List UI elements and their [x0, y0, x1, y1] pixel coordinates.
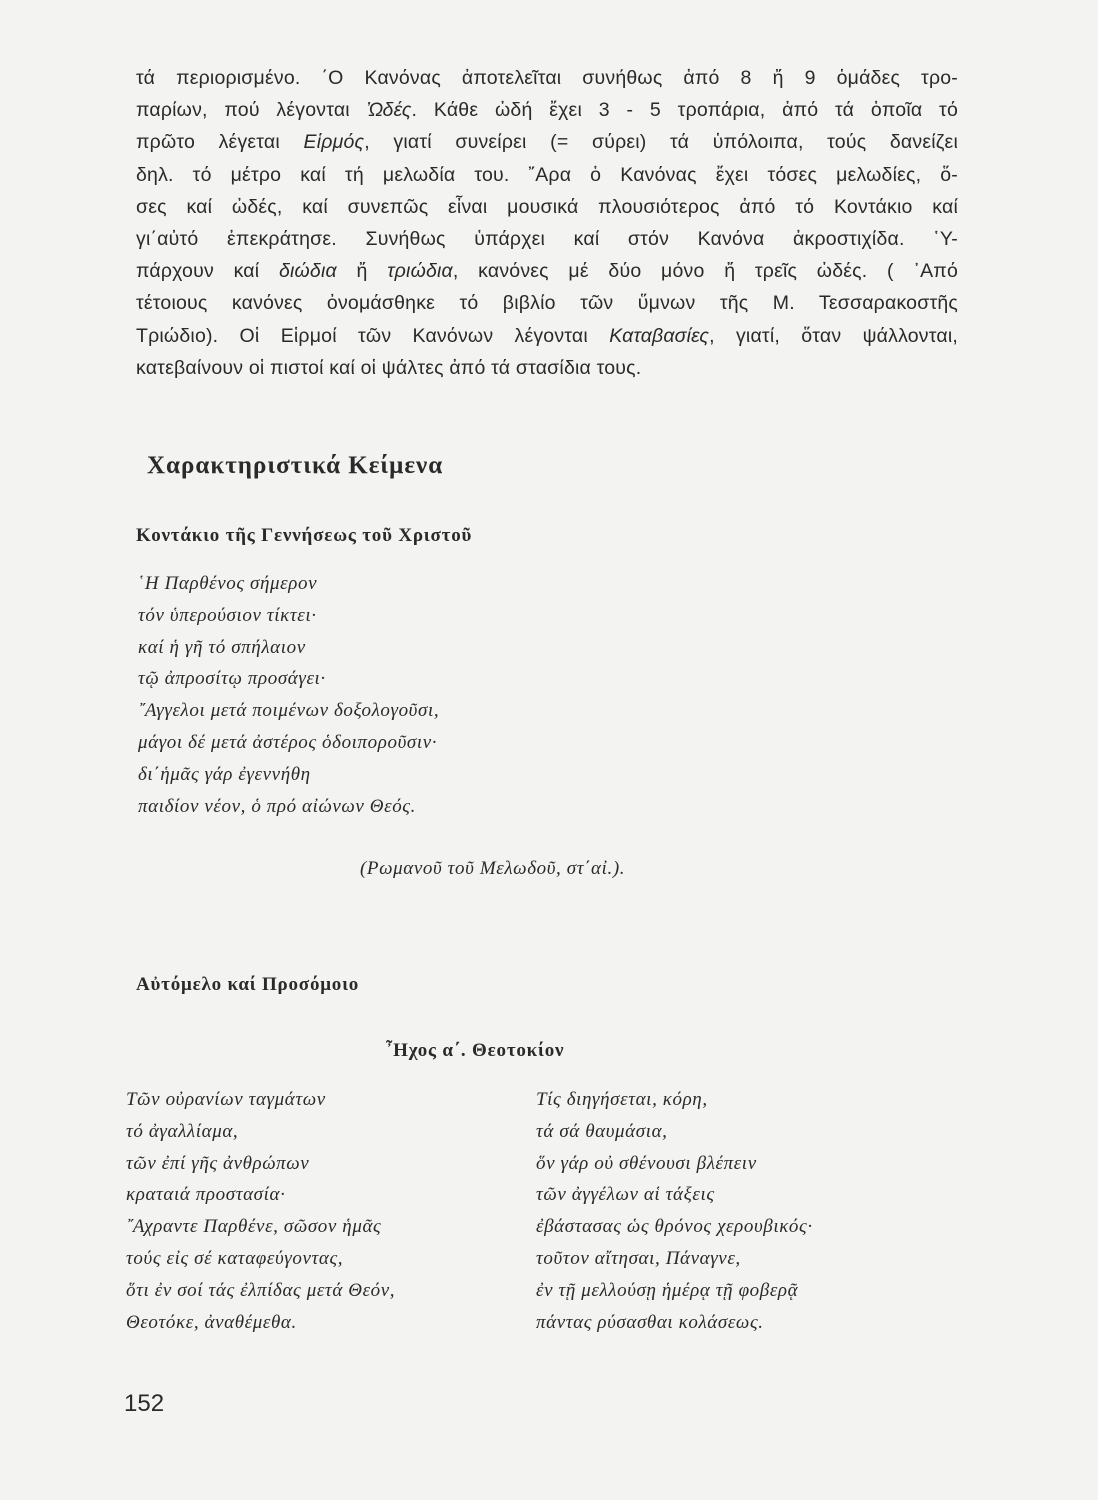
- italic-term: τριώδια: [387, 260, 453, 283]
- poem-line: ἐβάστασας ὡς θρόνος χερουβικός·: [536, 1216, 813, 1238]
- prose-line: κατεβαίνουν οἱ πιστοί καί οἱ ψάλτες ἀπό τά στασίδια τους.: [136, 356, 642, 379]
- kontakion-heading: Κοντάκιο τῆς Γεννήσεως τοῦ Χριστοῦ: [136, 525, 473, 546]
- poem-line: τοῦτον αἴτησαι, Πάναγνε,: [536, 1247, 741, 1269]
- italic-term: Εἱρμός: [303, 131, 365, 154]
- section-heading: Χαρακτηριστικά Κείμενα: [147, 452, 444, 479]
- poem-line: τόν ὑπερούσιον τίκτει·: [138, 604, 317, 626]
- poem-line: τούς εἰς σέ καταφεύγοντας,: [126, 1247, 344, 1269]
- kontakion-poem: [138, 568, 439, 822]
- poem-line: τῶν ἀγγέλων αἱ τάξεις: [536, 1184, 715, 1206]
- poem-line: δι΄ἡμᾶς γάρ ἐγεννήθη: [138, 763, 311, 785]
- poem-line: παιδίον νέον, ὁ πρό αἰώνων Θεός.: [138, 795, 416, 817]
- prose-line: Τριώδιο). Οἱ Εἱρμοί τῶν Κανόνων λέγονται Καταβασίες, γιατί, ὅταν ψάλλονται,: [136, 324, 958, 347]
- kontakion-attribution: (Ρωμανοῦ τοῦ Μελωδοῦ, στ΄αἰ.).: [360, 858, 626, 879]
- italic-term: Καταβασίες: [609, 324, 710, 347]
- prose-line: πρῶτο λέγεται Εἱρμός, γιατί συνείρει (= σύρει) τά ὑπόλοιπα, τούς δανείζει: [136, 131, 958, 154]
- poem-line: τό ἀγαλλίαμα,: [126, 1120, 239, 1142]
- prosomoio-right-column: [536, 1084, 813, 1338]
- poem-line: ῎Αγγελοι μετά ποιμένων δοξολογοῦσι,: [138, 700, 440, 722]
- prose-line: δηλ. τό μέτρο καί τή μελωδία του. ῎Αρα ὁ Κανόνας ἔχει τόσες μελωδίες, ὅ-: [136, 163, 958, 186]
- poem-line: τά σά θαυμάσια,: [536, 1120, 668, 1142]
- poem-line: τῷ ἀπροσίτῳ προσάγει·: [138, 668, 326, 690]
- italic-term: Ὠδές: [366, 99, 412, 122]
- poem-line: τῶν ἐπί γῆς ἀνθρώπων: [126, 1152, 310, 1174]
- page-number: 152: [124, 1390, 165, 1417]
- poem-line: Θεοτόκε, ἀναθέμεθα.: [126, 1311, 297, 1333]
- prose-line: παρίων, πού λέγονται Ὠδές. Κάθε ὠδή ἔχει 3 - 5 τροπάρια, ἀπό τά ὁποῖα τό: [136, 99, 958, 122]
- poem-line: Τῶν οὐρανίων ταγμάτων: [126, 1089, 326, 1110]
- prose-line: πάρχουν καί διώδια ἤ τριώδια, κανόνες μέ δύο μόνο ἤ τρεῖς ὠδές. ( ᾿Από: [136, 260, 958, 283]
- poem-line: καί ἡ γῆ τό σπήλαιον: [138, 636, 306, 658]
- mode-heading: ῏Ηχος α΄. Θεοτοκίον: [386, 1040, 565, 1061]
- prose-line: τά περιορισμένο. ΄Ο Κανόνας ἀποτελεῖται συνήθως ἀπό 8 ἤ 9 ὁμάδες τρο-: [136, 67, 958, 89]
- poem-line: ὅτι ἐν σοί τάς ἐλπίδας μετά Θεόν,: [126, 1279, 396, 1301]
- prose-line: σες καί ὠδές, καί συνεπῶς εἶναι μουσικά πλουσιότερος ἀπό τό Κοντάκιο καί: [136, 195, 958, 218]
- poem-line: Τίς διηγήσεται, κόρη,: [536, 1089, 708, 1110]
- prosomoio-heading: Αὐτόμελο καί Προσόμοιο: [136, 974, 360, 995]
- poem-line: κραταιά προστασία·: [126, 1184, 286, 1206]
- poem-line: πάντας ρύσασθαι κολάσεως.: [536, 1311, 764, 1333]
- poem-line: ἐν τῇ μελλούσῃ ἡμέρᾳ τῇ φοβερᾷ: [536, 1279, 799, 1301]
- prose-line: γι΄αὐτό ἐπεκράτησε. Συνήθως ὑπάρχει καί στόν Κανόνα ἀκροστιχίδα. ῾Υ-: [136, 228, 958, 251]
- prosomoio-left-column: [126, 1084, 395, 1338]
- body-paragraph: [136, 62, 958, 384]
- poem-line: μάγοι δέ μετά ἀστέρος ὁδοιποροῦσιν·: [138, 731, 438, 753]
- poem-line: ὅν γάρ οὐ σθένουσι βλέπειν: [536, 1152, 757, 1174]
- poem-line: ῎Αχραντε Παρθένε, σῶσον ἡμᾶς: [126, 1216, 382, 1238]
- prose-line: τέτοιους κανόνες ὀνομάσθηκε τό βιβλίο τῶν ὕμνων τῆς Μ. Τεσσαρακοστῆς: [136, 292, 958, 315]
- italic-term: διώδια: [278, 260, 337, 283]
- poem-line: ῾Η Παρθένος σήμερον: [138, 573, 318, 594]
